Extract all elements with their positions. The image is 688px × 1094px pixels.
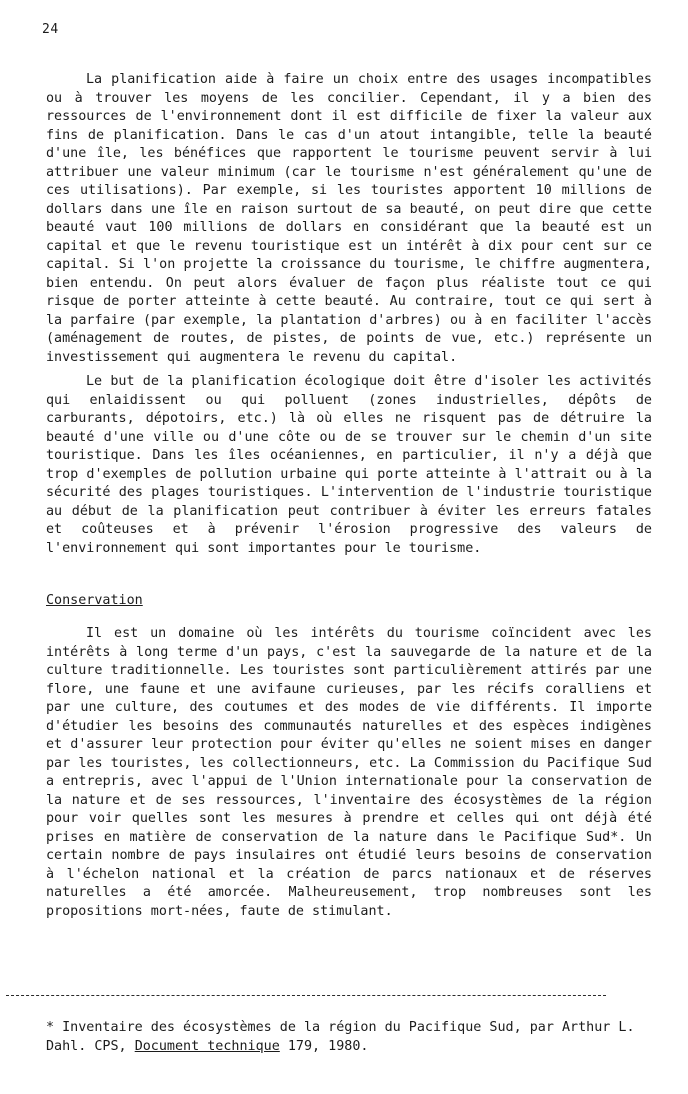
footnote — [46, 1018, 654, 1056]
footnote-separator — [6, 995, 606, 996]
footnote-text-after: 179, 1980. — [279, 1039, 369, 1054]
paragraph-planification: La planification aide à faire un choix entre des usages incompatibles ou à trouver les moyens de les concilier. Cependant, il y a bien des ressources de l'environnement dont il est difficile de fixer la valeur aux fins de planification. Dans le cas d'un atout intangible, telle la beauté d'une île, les bénéfices que rapportent le tourisme peuvent servir à lui attribuer une valeur minimum (car le tourisme n'est généralement qu'une de ces utilisations). Par exemple, si les touristes apportent 10 millions de dollars dans une île en raison surtout de sa beauté, on peut dire que cette beauté vaut 100 millions de dollars en considérant que la beauté est un capital et que le revenu touristique est un intérêt à dix pour cent sur ce capital. Si l'on projette la croissance du tourisme, le chiffre augmentera, bien entendu. On peut alors évaluer de façon plus réaliste tout ce qui risque de porter atteinte à cette beauté. Au contraire, tout ce qui sert à la parfaire (par exemple, la plantation d'arbres) ou à en faciliter l'accès (aménagement de routes, de pistes, de points de vue, etc.) représente un investissement qui augmentera le revenu du capital. — [46, 72, 652, 365]
paragraph-planification-ecologique: Le but de la planification écologique doit être d'isoler les activités qui enlaidissent ou qui polluent (zones industrielles, dépôts de carburants, dépotoirs, etc.) là où elles ne risquent pas de détruire la beauté d'une ville ou d'une côte ou de se trouver sur le chemin d'un site touristique. Dans les îles océaniennes, en particulier, il n'y a déjà que trop d'exemples de pollution urbaine qui porte atteinte à l'attrait ou à la sécurité des plages touristiques. L'intervention de l'industrie touristique au début de la planification peut contribuer à éviter les erreurs fatales et coûteuses et à prévenir l'érosion progressive des valeurs de l'environnement qui sont importantes pour le tourisme. — [46, 374, 652, 556]
paragraph-conservation: Il est un domaine où les intérêts du tourisme coïncident avec les intérêts à long terme d'un pays, c'est la sauvegarde de la nature et de la culture traditionnelle. Les touristes sont particulièrement attirés par une flore, une faune et une avifaune curieuses, par les récifs coralliens et par une culture, des coutumes et des modes de vie différents. Il importe d'étudier les besoins des communautés naturelles et des espèces indigènes et d'assurer leur protection pour éviter qu'elles ne soient mises en danger par les touristes, les collectionneurs, etc. La Commission du Pacifique Sud a entrepris, avec l'appui de l'Union internationale pour la conservation de la nature et de ses ressources, l'inventaire des écosystèmes de la région pour voir quelles sont les mesures à prendre et celles qui ont déjà été prises en matière de conservation de la nature dans le Pacifique Sud*. Un certain nombre de pays insulaires ont étudié leurs besoins de conservation à l'échelon national et la création de parcs nationaux et de réserves naturelles a été amorcée. Malheureusement, trop nombreuses sont les propositions mort-nées, faute de stimulant. — [46, 626, 652, 919]
footnote-document-title: Document technique — [134, 1039, 280, 1054]
section-heading-conservation: Conservation — [46, 593, 143, 608]
page-number: 24 — [42, 22, 59, 37]
footnote-text-before: * Inventaire des écosystèmes de la région du Pacifique Sud, par Arthur L. Dahl. CPS, — [46, 1020, 635, 1054]
